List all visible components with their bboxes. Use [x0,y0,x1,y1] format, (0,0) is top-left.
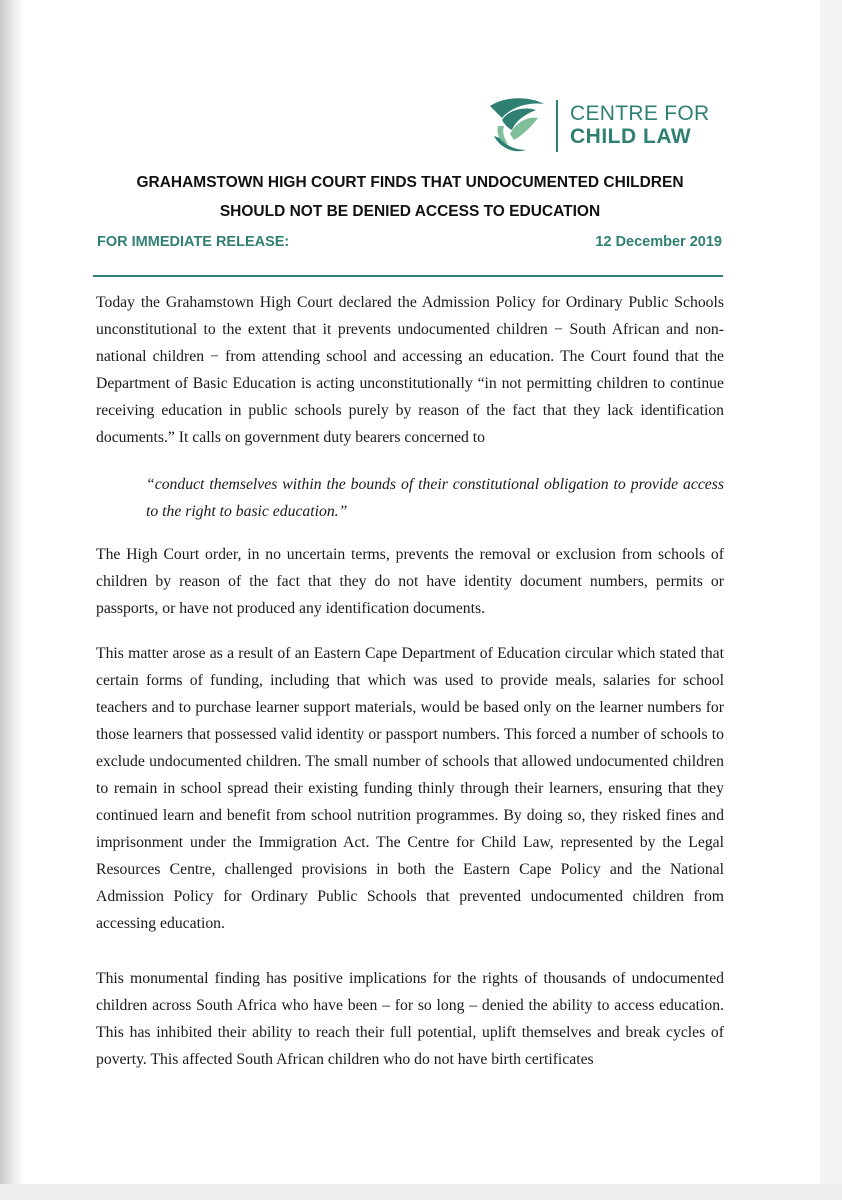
release-info-row [97,234,722,250]
page-bottom-margin [0,1184,842,1200]
headline-line-1: GRAHAMSTOWN HIGH COURT FINDS THAT UNDOCUMENTED CHILDREN [136,174,684,191]
press-release-headline [60,168,760,226]
logo-line-1: CENTRE FOR [570,102,710,125]
headline-line-2: SHOULD NOT BE DENIED ACCESS TO EDUCATION [219,203,601,220]
page-right-margin [820,0,842,1200]
centre-for-child-law-logo [486,96,716,156]
leaf-emblem-icon [486,96,548,156]
release-label: FOR IMMEDIATE RELEASE: [97,234,290,250]
page-left-shadow [0,0,24,1200]
body-paragraph-3: This matter arose as a result of an Eastern Cape Department of Education circular which stated that certain forms of funding, including that which was used to provide meals, salaries for school teachers and to purchase learner support materials, would be based only on the learner numbers for those learners that possessed valid identity or passport numbers. This forced a number of schools to exclude undocumented children. The small number of schools that allowed undocumented children to remain in school spread their existing funding thinly through their learners, ensuring that they continued learn and benefit from school nutrition programmes. By doing so, they risked fines and imprisonment under the Immigration Act. The Centre for Child Law, represented by the Legal Resources Centre, challenged provisions in both the Eastern Cape Policy and the National Admission Policy for Ordinary Public Schools that prevented undocumented children from accessing education. [96,645,724,932]
body-paragraph-2: The High Court order, in no uncertain terms, prevents the removal or exclusion from schools of children by reason of the fact that they do not have identity document numbers, permits or passports, or have not produced any identification documents. [96,546,724,617]
body-paragraph-1: Today the Grahamstown High Court declared the Admission Policy for Ordinary Public Schools unconstitutional to the extent that it prevents undocumented children − South African and non-national children − from attending school and accessing an education. The Court found that the Department of Basic Education is acting unconstitutionally “in not permitting children to continue receiving education in public schools purely by reason of the fact that they lack identification documents.” It calls on government duty bearers concerned to [96,294,724,446]
release-date: 12 December 2019 [595,234,722,250]
logo-wordmark [570,102,710,148]
court-quote: “conduct themselves within the bounds of their constitutional obligation to provide access to the right to basic education.” [146,476,724,520]
body-paragraph-4: This monumental finding has positive implications for the rights of thousands of undocumented children across South Africa who have been – for so long – denied the ability to access education. This has inhibited their ability to reach their full potential, uplift themselves and break cycles of poverty. This affected South African children who do not have birth certificates [96,970,724,1068]
logo-line-2: CHILD LAW [570,125,692,148]
header-divider-rule [93,275,723,277]
logo-divider [556,100,558,152]
